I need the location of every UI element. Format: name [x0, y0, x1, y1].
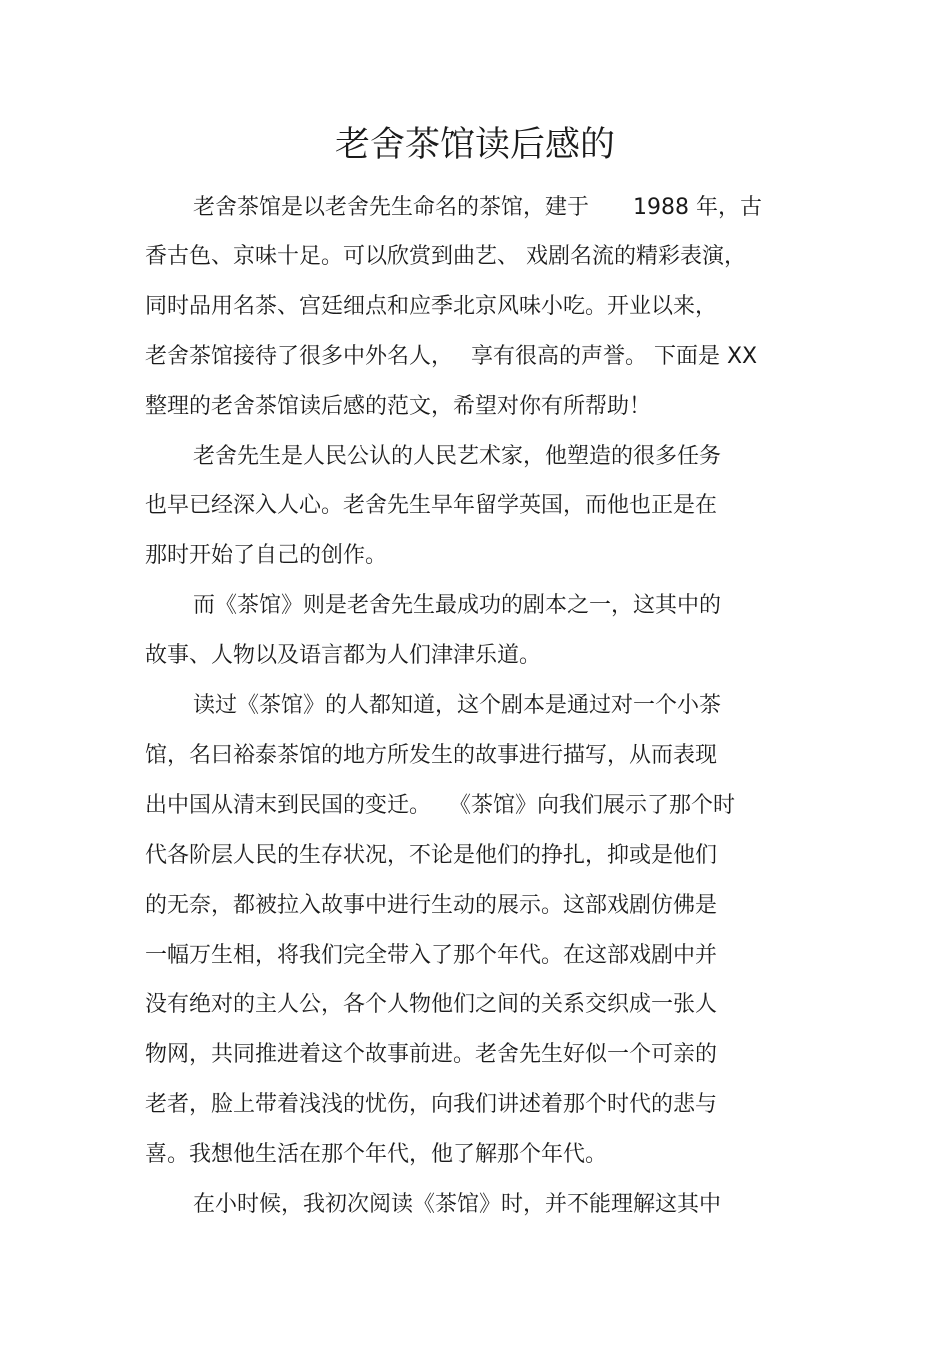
- text-line: 一幅万生相，将我们完全带入了那个年代。在这部戏剧中并: [145, 943, 718, 968]
- text-line: 同时品用名茶、宫廷细点和应季北京风味小吃。开业以来，: [145, 294, 718, 319]
- text-line: 老舍茶馆接待了很多中外名人， 享有很高的声誉。 下面是 XX: [145, 344, 758, 369]
- text-line: 也早已经深入人心。老舍先生早年留学英国，而他也正是在: [145, 493, 718, 518]
- text-line: 喜。我想他生活在那个年代，他了解那个年代。: [145, 1142, 608, 1167]
- text-line: 代各阶层人民的生存状况，不论是他们的挣扎，抑或是他们: [145, 843, 718, 868]
- text-line: 物网，共同推进着这个故事前进。老舍先生好似一个可亲的: [145, 1042, 718, 1067]
- text-line: 出中国从清末到民国的变迁。 《茶馆》向我们展示了那个时: [145, 793, 735, 818]
- text-line: 整理的老舍茶馆读后感的范文，希望对你有所帮助！: [145, 394, 652, 419]
- text-line: 老舍先生是人民公认的人民艺术家，他塑造的很多任务: [193, 444, 722, 469]
- text-line: 的无奈，都被拉入故事中进行生动的展示。这部戏剧仿佛是: [145, 893, 718, 918]
- text-line: 而《茶馆》则是老舍先生最成功的剧本之一，这其中的: [193, 593, 722, 618]
- document-title: 老舍茶馆读后感的: [334, 125, 615, 165]
- text-line: 馆，名曰裕泰茶馆的地方所发生的故事进行描写，从而表现: [145, 743, 718, 768]
- text-line: 读过《茶馆》的人都知道，这个剧本是通过对一个小茶: [193, 693, 722, 718]
- text-line: 没有绝对的主人公，各个人物他们之间的关系交织成一张人: [145, 992, 718, 1017]
- text-line: 老者，脸上带着浅浅的忧伤，向我们讲述着那个时代的悲与: [145, 1092, 718, 1117]
- text-line: 香古色、京味十足。可以欣赏到曲艺、 戏剧名流的精彩表演，: [145, 244, 746, 269]
- text-line: 故事、人物以及语言都为人们津津乐道。: [145, 643, 542, 668]
- text-line: 那时开始了自己的创作。: [145, 543, 388, 568]
- text-line: 在小时候，我初次阅读《茶馆》时，并不能理解这其中: [193, 1192, 722, 1217]
- text-line: 老舍茶馆是以老舍先生命名的茶馆，建于 1988 年，古: [193, 195, 762, 220]
